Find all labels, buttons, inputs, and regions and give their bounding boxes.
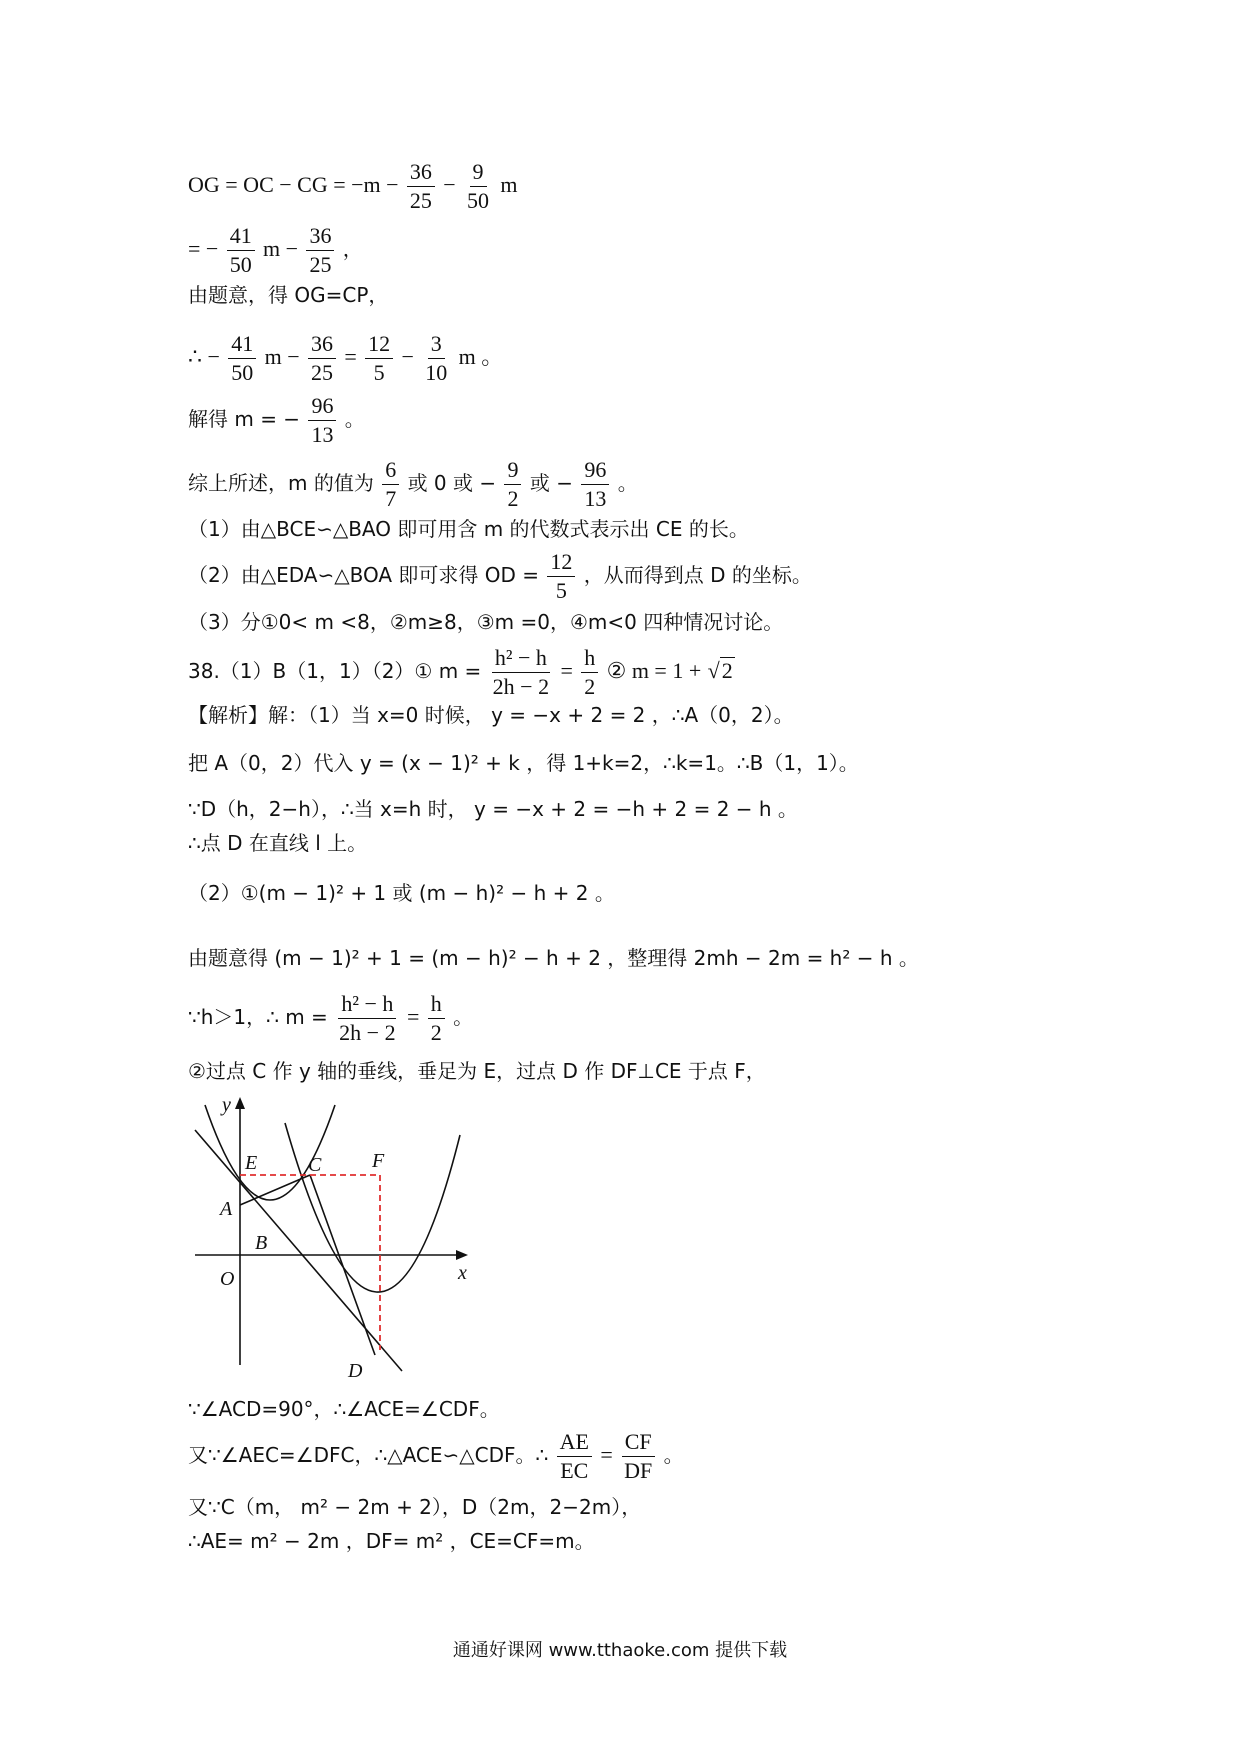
- text-line: 由题意，得 OG=CP，: [188, 283, 389, 307]
- fraction: $\frac{41}{50}$: [227, 222, 255, 279]
- label-x: x: [458, 1262, 467, 1284]
- fraction: $\frac{h}{2}$: [428, 990, 445, 1047]
- x-axis-arrow: [456, 1250, 468, 1260]
- fraction: $\frac{\text{h² − h}}{2h - 2}$: [492, 645, 550, 699]
- summary-line: 综上所述，m 的值为 $\frac{6}{7}$ 或 0 或 − $\frac{9}{2}$ 或 − $\frac{96}{13}$ 。: [188, 457, 638, 511]
- text-line: ∴AE= m² − 2m ，DF= m² ，CE=CF=m。: [188, 1529, 595, 1553]
- hint-line-2: （2）由△EDA∽△BOA 即可求得 OD = $\frac{12}{5}$ ，从而得到点 D 的坐标。: [188, 549, 812, 603]
- segment-cd: [310, 1175, 375, 1355]
- text-line: 又∵C（m， m² − 2m + 2），D（2m，2−2m），: [188, 1495, 642, 1519]
- text-line: （3）分①0< m <8，②m≥8，③m =0，④m<0 四种情况讨论。: [188, 610, 784, 634]
- text-line: ∴点 D 在直线 l 上。: [188, 831, 368, 855]
- label-b: B: [255, 1232, 268, 1254]
- fraction: $\frac{96}{13}$: [308, 392, 336, 449]
- label-a: A: [220, 1198, 233, 1220]
- solution-m: 解得 m = − $\frac{96}{13}$ 。: [188, 393, 365, 447]
- label-y: y: [222, 1095, 231, 1116]
- similar-triangles: 又∵∠AEC=∠DFC，∴△ACE∽△CDF。∴ $\frac{AE}{EC}$ = $\frac{CF}{DF}$ 。: [188, 1429, 684, 1483]
- text-line: 由题意得 (m − 1)² + 1 = (m − h)² − h + 2 ，整理得 2mh − 2m = h² − h 。: [188, 946, 919, 970]
- fraction: $\frac{h}{2}$: [581, 644, 598, 701]
- label-d: D: [348, 1360, 363, 1382]
- fraction: $\frac{3}{10}$: [425, 331, 448, 385]
- fraction: $\frac{36}{25}$: [407, 158, 435, 215]
- fraction: $\frac{36}{25}$: [308, 330, 336, 387]
- text-line: （1）由△BCE∽△BAO 即可用含 m 的代数式表示出 CE 的长。: [188, 517, 749, 541]
- answer-38: 38.（1）B（1，1）（2）① m = $\frac{\text{h² − h}}{2h - 2}$ = $\frac{h}{2}$ ② m = 1 + √2: [188, 645, 733, 699]
- fraction: $\frac{12}{5}$: [365, 330, 393, 387]
- text-line: 把 A（0，2）代入 y = (x − 1)² + k ，得 1+k=2，∴k=1。∴B（1，1）。: [188, 751, 859, 775]
- fraction: $\frac{36}{25}$: [306, 222, 334, 279]
- equation-og-cp: ∴ − $\frac{41}{50}$ m − $\frac{36}{25}$ = $\frac{12}{5}$ − $\frac{3}{10}$ m 。: [188, 331, 504, 385]
- text-line: ∵∠ACD=90°，∴∠ACE=∠CDF。: [188, 1397, 500, 1421]
- label-f: F: [372, 1150, 385, 1172]
- fraction: $\frac{96}{13}$: [581, 456, 609, 513]
- parabola-figure: [190, 1095, 480, 1385]
- parabola-large: [285, 1123, 460, 1292]
- fraction: $\frac{9}{50}$: [467, 159, 490, 213]
- y-axis-arrow: [235, 1097, 245, 1109]
- fraction: $\frac{41}{50}$: [228, 330, 256, 387]
- label-c: C: [308, 1154, 322, 1176]
- footer-source: 通通好课网 www.tthaoke.com 提供下载: [452, 1640, 788, 1661]
- text-line: 【解析】解：（1）当 x=0 时候， y = −x + 2 = 2 ，∴A（0，2）。: [188, 703, 794, 727]
- text-line: （2）①(m − 1)² + 1 或 (m − h)² − h + 2 。: [188, 881, 615, 905]
- label-o: O: [220, 1268, 235, 1290]
- equation-og: OG = OC − CG = −m − $\frac{36}{25}$ − $\frac{9}{50}$ m: [188, 159, 518, 213]
- sqrt: √2: [707, 658, 733, 683]
- parabola-small: [205, 1105, 335, 1200]
- fraction: $\frac{AE}{EC}$: [557, 1428, 592, 1485]
- text-line: ②过点 C 作 y 轴的垂线，垂足为 E，过点 D 作 DF⊥CE 于点 F，: [188, 1059, 766, 1083]
- fraction: $\frac{6}{7}$: [382, 456, 399, 513]
- equation-og-simplified: = − $\frac{41}{50}$ m − $\frac{36}{25}$ ，: [188, 223, 363, 277]
- fraction: $\frac{12}{5}$: [547, 548, 575, 605]
- segment-ac: [240, 1175, 310, 1205]
- eq-text: OG = OC − CG = −m −: [188, 172, 399, 197]
- fraction: $\frac{\text{h² − h}}{2h - 2}$: [339, 991, 396, 1045]
- m-expression: ∵h＞1，∴ m = $\frac{\text{h² − h}}{2h - 2}$ = $\frac{h}{2}$ 。: [188, 991, 474, 1045]
- fraction: $\frac{9}{2}$: [504, 456, 521, 513]
- fraction: $\frac{CF}{DF}$: [621, 1428, 655, 1485]
- label-e: E: [245, 1152, 258, 1174]
- text-line: ∵D（h，2−h），∴当 x=h 时， y = −x + 2 = −h + 2 = 2 − h 。: [188, 797, 798, 821]
